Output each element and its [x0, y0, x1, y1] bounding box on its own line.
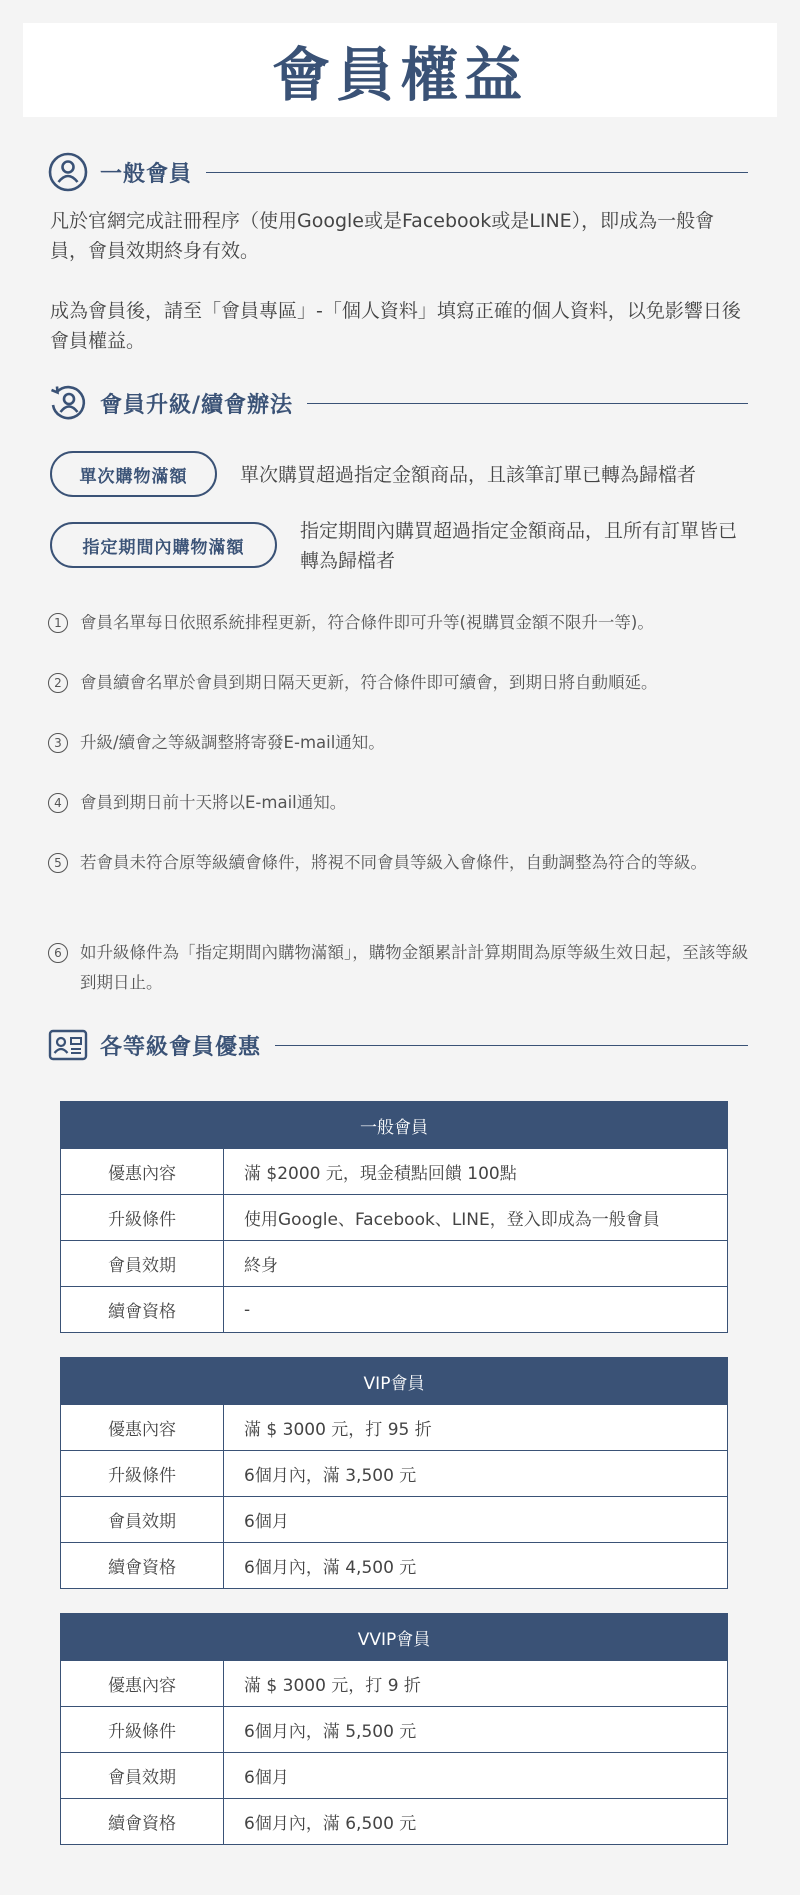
single-purchase-pill: 單次購物滿額 [50, 451, 217, 497]
row-value: 滿 $ 3000 元，打 9 折 [244, 1676, 421, 1696]
note-item [48, 728, 754, 758]
section-upgrade-header [48, 381, 748, 425]
row-label: 續會資格 [61, 1287, 224, 1332]
tier-table-general [60, 1101, 728, 1333]
table-row [61, 1798, 727, 1844]
table-row [61, 1542, 727, 1588]
row-label: 會員效期 [61, 1241, 224, 1286]
tier-name: VIP會員 [61, 1358, 727, 1404]
note-text: 會員續會名單於會員到期日隔天更新，符合條件即可續會，到期日將自動順延。 [80, 673, 658, 692]
period-purchase-pill: 指定期間內購物滿額 [50, 522, 277, 568]
row-value: 6個月內，滿 4,500 元 [244, 1558, 417, 1578]
member-card-icon [48, 1025, 88, 1065]
table-row [61, 1450, 727, 1496]
note-text: 會員到期日前十天將以E-mail通知。 [80, 793, 347, 812]
row-value: 滿 $2000 元，現金積點回饋 100點 [244, 1164, 517, 1184]
table-row [61, 1240, 727, 1286]
row-label: 優惠內容 [61, 1405, 224, 1450]
section-benefits-header [48, 1023, 748, 1067]
note-text: 會員名單每日依照系統排程更新，符合條件即可升等(視購買金額不限升一等)。 [80, 613, 654, 632]
page-title: 會員權益 [271, 41, 528, 109]
divider [307, 403, 748, 404]
single-purchase-desc: 單次購買超過指定金額商品，且該筆訂單已轉為歸檔者 [240, 464, 697, 486]
note-number: 4 [48, 793, 68, 813]
table-row [61, 1194, 727, 1240]
page-title-box [23, 23, 777, 117]
row-value: 6個月 [244, 1512, 289, 1532]
note-number: 3 [48, 733, 68, 753]
row-label: 優惠內容 [61, 1661, 224, 1706]
row-value: - [244, 1299, 251, 1320]
note-item [48, 938, 754, 998]
divider [275, 1045, 748, 1046]
row-label: 會員效期 [61, 1497, 224, 1542]
section-upgrade-title: 會員升級/續會辦法 [100, 392, 294, 418]
divider [206, 172, 748, 173]
row-label: 優惠內容 [61, 1149, 224, 1194]
note-text: 如升級條件為「指定期間內購物滿額」，購物金額累計計算期間為原等級生效日起，至該等級到期日止。 [80, 943, 749, 992]
tier-name: VVIP會員 [61, 1614, 727, 1660]
note-item [48, 668, 754, 698]
section-general-header [48, 150, 748, 194]
row-value: 使用Google、Facebook、LINE，登入即成為一般會員 [244, 1210, 660, 1230]
row-value: 6個月內，滿 6,500 元 [244, 1814, 417, 1834]
table-row [61, 1496, 727, 1542]
note-number: 6 [48, 943, 68, 963]
note-item [48, 788, 754, 818]
section-general-title: 一般會員 [100, 161, 193, 187]
row-value: 6個月 [244, 1768, 289, 1788]
tier-table-vip [60, 1357, 728, 1589]
table-row [61, 1706, 727, 1752]
row-value: 終身 [244, 1256, 278, 1276]
row-value: 6個月內，滿 3,500 元 [244, 1466, 417, 1486]
table-row [61, 1660, 727, 1706]
tier-name: 一般會員 [61, 1102, 727, 1148]
period-purchase-desc: 指定期間內購買超過指定金額商品，且所有訂單皆已轉為歸檔者 [300, 520, 738, 572]
user-circle-icon [48, 152, 88, 192]
row-label: 會員效期 [61, 1753, 224, 1798]
row-value: 6個月內，滿 5,500 元 [244, 1722, 417, 1742]
note-text: 升級/續會之等級調整將寄發E-mail通知。 [80, 733, 385, 752]
table-row [61, 1752, 727, 1798]
note-number: 1 [48, 613, 68, 633]
general-paragraph-1: 凡於官網完成註冊程序（使用Google或是Facebook或是LINE），即成為一般會員，會員效期終身有效。 [50, 210, 715, 262]
section-benefits-title: 各等級會員優惠 [100, 1034, 262, 1060]
table-row [61, 1404, 727, 1450]
note-item [48, 608, 754, 638]
row-label: 續會資格 [61, 1543, 224, 1588]
general-paragraph-2: 成為會員後，請至「會員專區」-「個人資料」填寫正確的個人資料，以免影響日後會員權益。 [50, 300, 741, 352]
table-row [61, 1148, 727, 1194]
row-label: 續會資格 [61, 1799, 224, 1844]
row-label: 升級條件 [61, 1195, 224, 1240]
row-label: 升級條件 [61, 1451, 224, 1496]
note-number: 2 [48, 673, 68, 693]
tier-table-vvip [60, 1613, 728, 1845]
refresh-user-icon [48, 383, 88, 423]
table-row [61, 1286, 727, 1332]
row-value: 滿 $ 3000 元，打 95 折 [244, 1420, 432, 1440]
note-number: 5 [48, 853, 68, 873]
note-item [48, 848, 754, 878]
row-label: 升級條件 [61, 1707, 224, 1752]
note-text: 若會員未符合原等級續會條件，將視不同會員等級入會條件，自動調整為符合的等級。 [80, 853, 707, 872]
